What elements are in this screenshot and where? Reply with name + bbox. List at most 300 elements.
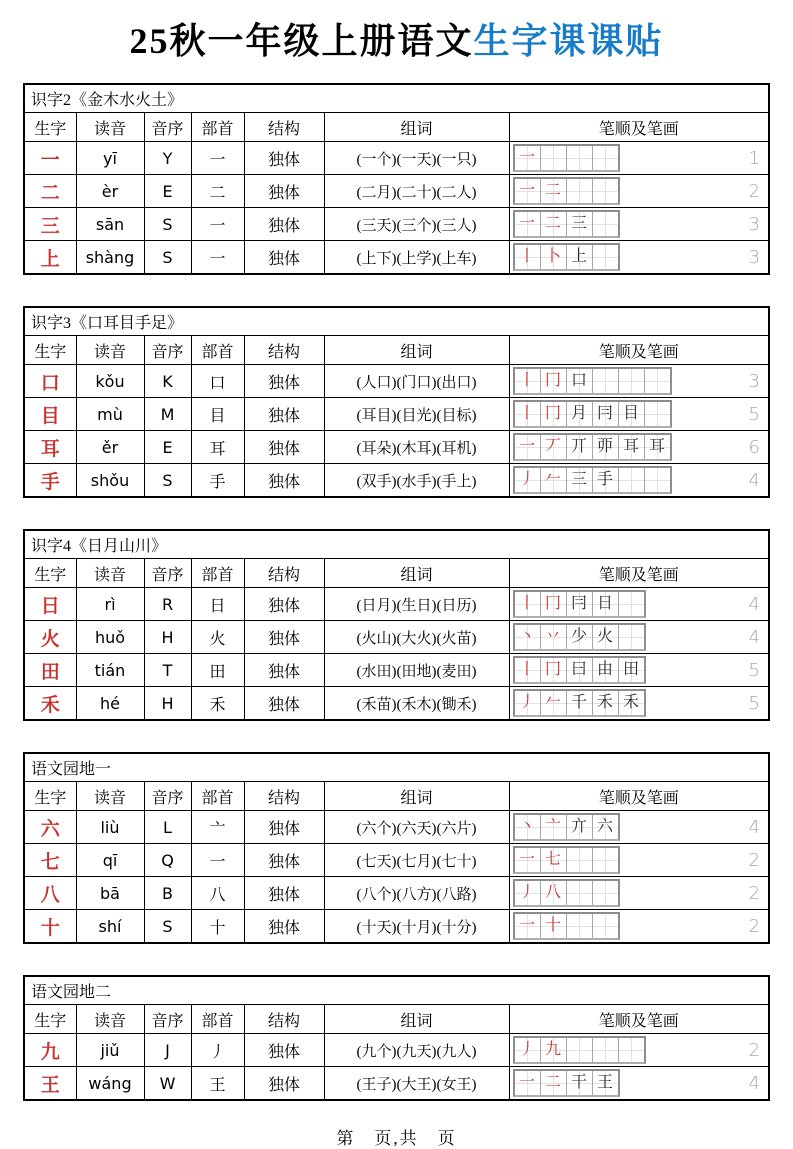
stroke-step-box: 卜 [541, 245, 567, 269]
stroke-count: 5 [748, 659, 760, 681]
stroke-cell [509, 464, 769, 498]
stroke-step-box: 二 [541, 212, 567, 236]
column-header: 部首 [191, 559, 244, 588]
stroke-step-box: 一 [515, 848, 541, 872]
pinyin-cell: rì [76, 588, 144, 621]
stroke-count: 4 [748, 593, 760, 615]
column-header: 音序 [144, 1005, 191, 1034]
empty-grid-box [593, 146, 618, 170]
section-title: 识字4《日月山川》 [24, 530, 769, 559]
initial-cell: S [144, 910, 191, 944]
radical-cell: 亠 [191, 811, 244, 844]
stroke-order [513, 144, 761, 172]
stroke-order [513, 1036, 761, 1064]
stroke-step-box: 冃 [593, 402, 619, 426]
empty-grid-box [567, 848, 593, 872]
table-row [24, 1034, 769, 1067]
words-cell: (三天)(三个)(三人) [324, 208, 509, 241]
stroke-step-box: 冂 [541, 369, 567, 393]
stroke-step-box: 丣 [593, 435, 619, 459]
char-cell: 上 [24, 241, 76, 275]
char-cell: 九 [24, 1034, 76, 1067]
column-header: 笔顺及笔画 [509, 782, 769, 811]
section-row [24, 84, 769, 113]
words-cell: (耳目)(目光)(目标) [324, 398, 509, 431]
column-header: 组词 [324, 113, 509, 142]
structure-cell: 独体 [244, 208, 324, 241]
structure-cell: 独体 [244, 241, 324, 275]
stroke-order [513, 400, 761, 428]
table-row [24, 844, 769, 877]
stroke-step-box: 丶 [515, 625, 541, 649]
stroke-step-box: 丷 [541, 625, 567, 649]
stroke-step-box: 一 [515, 914, 541, 938]
header-row [24, 113, 769, 142]
stroke-count: 1 [748, 147, 760, 169]
radical-cell: 田 [191, 654, 244, 687]
char-cell: 六 [24, 811, 76, 844]
vocab-table [23, 306, 770, 498]
stroke-cell [509, 365, 769, 398]
empty-grid-box [593, 212, 618, 236]
char-cell: 十 [24, 910, 76, 944]
stroke-order [513, 813, 761, 841]
stroke-count: 5 [748, 403, 760, 425]
stroke-step-box: 曰 [567, 658, 593, 682]
structure-cell: 独体 [244, 464, 324, 498]
header-row [24, 336, 769, 365]
structure-cell: 独体 [244, 1067, 324, 1101]
empty-grid-box [619, 625, 644, 649]
stroke-grid [513, 1036, 646, 1064]
stroke-step-box: 丶 [515, 815, 541, 839]
initial-cell: H [144, 621, 191, 654]
column-header: 生字 [24, 559, 76, 588]
structure-cell: 独体 [244, 654, 324, 687]
stroke-step-box: 𠂉 [541, 468, 567, 492]
stroke-step-box: 由 [593, 658, 619, 682]
stroke-order [513, 367, 761, 395]
stroke-grid [513, 813, 620, 841]
stroke-grid [513, 689, 646, 717]
stroke-count: 2 [748, 882, 760, 904]
radical-cell: 日 [191, 588, 244, 621]
stroke-cell [509, 910, 769, 944]
empty-grid-box [593, 245, 618, 269]
stroke-cell [509, 431, 769, 464]
stroke-step-box: 口 [567, 369, 593, 393]
char-cell: 口 [24, 365, 76, 398]
initial-cell: S [144, 241, 191, 275]
stroke-step-box: 月 [567, 402, 593, 426]
stroke-grid [513, 177, 620, 205]
table-row [24, 208, 769, 241]
column-header: 生字 [24, 782, 76, 811]
pinyin-cell: huǒ [76, 621, 144, 654]
stroke-step-box: 一 [515, 435, 541, 459]
stroke-grid [513, 656, 646, 684]
stroke-count: 2 [748, 1039, 760, 1061]
char-cell: 火 [24, 621, 76, 654]
stroke-step-box: 丆 [541, 435, 567, 459]
radical-cell: 丿 [191, 1034, 244, 1067]
words-cell: (人口)(门口)(出口) [324, 365, 509, 398]
stroke-grid [513, 912, 620, 940]
column-header: 部首 [191, 336, 244, 365]
empty-grid-box [567, 146, 593, 170]
structure-cell: 独体 [244, 142, 324, 175]
stroke-grid [513, 879, 620, 907]
column-header: 读音 [76, 113, 144, 142]
empty-grid-box [593, 179, 618, 203]
column-header: 结构 [244, 559, 324, 588]
structure-cell: 独体 [244, 811, 324, 844]
stroke-step-box: 丿 [515, 881, 541, 905]
stroke-cell [509, 687, 769, 721]
initial-cell: M [144, 398, 191, 431]
stroke-step-box: 一 [515, 1071, 541, 1095]
stroke-cell [509, 398, 769, 431]
char-cell: 耳 [24, 431, 76, 464]
initial-cell: T [144, 654, 191, 687]
column-header: 读音 [76, 559, 144, 588]
stroke-step-box: 火 [593, 625, 619, 649]
empty-grid-box [567, 1038, 593, 1062]
table-row [24, 588, 769, 621]
words-cell: (八个)(八方)(八路) [324, 877, 509, 910]
pinyin-cell: hé [76, 687, 144, 721]
empty-grid-box [567, 914, 593, 938]
initial-cell: S [144, 464, 191, 498]
table-row [24, 365, 769, 398]
structure-cell: 独体 [244, 588, 324, 621]
stroke-cell [509, 877, 769, 910]
column-header: 音序 [144, 336, 191, 365]
column-header: 部首 [191, 113, 244, 142]
column-header: 组词 [324, 1005, 509, 1034]
stroke-count: 2 [748, 849, 760, 871]
stroke-step-box: 手 [593, 468, 619, 492]
stroke-grid [513, 623, 646, 651]
pinyin-cell: kǒu [76, 365, 144, 398]
stroke-order [513, 656, 761, 684]
stroke-order [513, 846, 761, 874]
radical-cell: 八 [191, 877, 244, 910]
radical-cell: 火 [191, 621, 244, 654]
table-row [24, 811, 769, 844]
words-cell: (禾苗)(禾木)(锄禾) [324, 687, 509, 721]
radical-cell: 十 [191, 910, 244, 944]
structure-cell: 独体 [244, 687, 324, 721]
table-row [24, 175, 769, 208]
stroke-order [513, 912, 761, 940]
stroke-step-box: 一 [515, 212, 541, 236]
stroke-step-box: 耳 [619, 435, 645, 459]
stroke-step-box: 王 [593, 1071, 618, 1095]
structure-cell: 独体 [244, 175, 324, 208]
stroke-step-box: 丨 [515, 369, 541, 393]
stroke-count: 4 [748, 626, 760, 648]
words-cell: (九个)(九天)(九人) [324, 1034, 509, 1067]
table-row [24, 464, 769, 498]
column-header: 结构 [244, 1005, 324, 1034]
pinyin-cell: mù [76, 398, 144, 431]
stroke-step-box: 七 [541, 848, 567, 872]
stroke-grid [513, 400, 672, 428]
stroke-grid [513, 1069, 620, 1097]
pinyin-cell: shàng [76, 241, 144, 275]
empty-grid-box [619, 369, 645, 393]
initial-cell: W [144, 1067, 191, 1101]
char-cell: 一 [24, 142, 76, 175]
stroke-step-box: 丨 [515, 658, 541, 682]
header-row [24, 782, 769, 811]
empty-grid-box [593, 1038, 619, 1062]
empty-grid-box [619, 1038, 644, 1062]
words-cell: (一个)(一天)(一只) [324, 142, 509, 175]
stroke-step-box: 禾 [593, 691, 619, 715]
vocab-table [23, 83, 770, 275]
stroke-cell [509, 811, 769, 844]
section-row [24, 753, 769, 782]
initial-cell: Q [144, 844, 191, 877]
words-cell: (耳朵)(木耳)(耳机) [324, 431, 509, 464]
stroke-step-box: 丿 [515, 691, 541, 715]
stroke-step-box: 冃 [567, 592, 593, 616]
stroke-count: 6 [748, 436, 760, 458]
column-header: 音序 [144, 559, 191, 588]
char-cell: 禾 [24, 687, 76, 721]
page-title-blue: 生字课课贴 [473, 21, 664, 61]
column-header: 生字 [24, 1005, 76, 1034]
structure-cell: 独体 [244, 431, 324, 464]
radical-cell: 一 [191, 208, 244, 241]
stroke-step-box: 一 [515, 179, 541, 203]
column-header: 结构 [244, 782, 324, 811]
words-cell: (十天)(十月)(十分) [324, 910, 509, 944]
table-row [24, 621, 769, 654]
initial-cell: R [144, 588, 191, 621]
char-cell: 田 [24, 654, 76, 687]
table-row [24, 910, 769, 944]
words-cell: (上下)(上学)(上车) [324, 241, 509, 275]
page-title [0, 0, 793, 63]
vocab-table [23, 975, 770, 1101]
vocab-table [23, 752, 770, 944]
column-header: 读音 [76, 336, 144, 365]
char-cell: 二 [24, 175, 76, 208]
radical-cell: 耳 [191, 431, 244, 464]
char-cell: 王 [24, 1067, 76, 1101]
header-row [24, 1005, 769, 1034]
section-row [24, 307, 769, 336]
initial-cell: B [144, 877, 191, 910]
initial-cell: E [144, 175, 191, 208]
stroke-step-box: 亠 [541, 815, 567, 839]
stroke-order [513, 879, 761, 907]
empty-grid-box [593, 881, 618, 905]
words-cell: (二月)(二十)(二人) [324, 175, 509, 208]
stroke-step-box: 九 [541, 1038, 567, 1062]
section-title: 识字3《口耳目手足》 [24, 307, 769, 336]
section-row [24, 530, 769, 559]
stroke-cell [509, 844, 769, 877]
column-header: 读音 [76, 1005, 144, 1034]
stroke-order [513, 433, 761, 461]
stroke-step-box: 禾 [619, 691, 644, 715]
words-cell: (七天)(七月)(七十) [324, 844, 509, 877]
pinyin-cell: sān [76, 208, 144, 241]
stroke-step-box: 丿 [515, 468, 541, 492]
column-header: 读音 [76, 782, 144, 811]
radical-cell: 一 [191, 142, 244, 175]
initial-cell: H [144, 687, 191, 721]
pinyin-cell: shí [76, 910, 144, 944]
pinyin-cell: wáng [76, 1067, 144, 1101]
radical-cell: 口 [191, 365, 244, 398]
stroke-order [513, 689, 761, 717]
column-header: 笔顺及笔画 [509, 559, 769, 588]
stroke-count: 3 [748, 213, 760, 235]
radical-cell: 王 [191, 1067, 244, 1101]
empty-grid-box [593, 848, 618, 872]
char-cell: 七 [24, 844, 76, 877]
structure-cell: 独体 [244, 844, 324, 877]
stroke-step-box: 三 [567, 212, 593, 236]
structure-cell: 独体 [244, 1034, 324, 1067]
pinyin-cell: liù [76, 811, 144, 844]
pinyin-cell: yī [76, 142, 144, 175]
initial-cell: L [144, 811, 191, 844]
stroke-grid [513, 466, 672, 494]
stroke-count: 3 [748, 246, 760, 268]
stroke-step-box: 丨 [515, 245, 541, 269]
stroke-step-box: 亣 [567, 815, 593, 839]
stroke-cell [509, 142, 769, 175]
column-header: 部首 [191, 1005, 244, 1034]
initial-cell: K [144, 365, 191, 398]
table-row [24, 1067, 769, 1101]
table-row [24, 654, 769, 687]
stroke-step-box: 一 [515, 146, 541, 170]
column-header: 笔顺及笔画 [509, 336, 769, 365]
stroke-cell [509, 1067, 769, 1101]
structure-cell: 独体 [244, 365, 324, 398]
stroke-cell [509, 1034, 769, 1067]
radical-cell: 二 [191, 175, 244, 208]
char-cell: 目 [24, 398, 76, 431]
section-title: 语文园地二 [24, 976, 769, 1005]
pinyin-cell: tián [76, 654, 144, 687]
char-cell: 手 [24, 464, 76, 498]
page-footer: 第 页,共 页 [336, 1129, 457, 1149]
header-row [24, 559, 769, 588]
words-cell: (双手)(水手)(手上) [324, 464, 509, 498]
table-row [24, 241, 769, 275]
pinyin-cell: ěr [76, 431, 144, 464]
empty-grid-box [567, 881, 593, 905]
column-header: 结构 [244, 113, 324, 142]
initial-cell: E [144, 431, 191, 464]
radical-cell: 手 [191, 464, 244, 498]
stroke-step-box: 十 [541, 914, 567, 938]
stroke-step-box: 少 [567, 625, 593, 649]
table-row [24, 398, 769, 431]
empty-grid-box [567, 179, 593, 203]
char-cell: 日 [24, 588, 76, 621]
empty-grid-box [645, 402, 670, 426]
stroke-count: 4 [748, 1072, 760, 1094]
stroke-order [513, 243, 761, 271]
stroke-order [513, 466, 761, 494]
table-row [24, 877, 769, 910]
pinyin-cell: shǒu [76, 464, 144, 498]
stroke-count: 4 [748, 469, 760, 491]
table-row [24, 142, 769, 175]
pinyin-cell: qī [76, 844, 144, 877]
stroke-grid [513, 367, 672, 395]
stroke-step-box: 冂 [541, 658, 567, 682]
stroke-step-box: 𠂉 [541, 691, 567, 715]
empty-grid-box [593, 914, 618, 938]
structure-cell: 独体 [244, 621, 324, 654]
stroke-order [513, 177, 761, 205]
stroke-grid [513, 243, 620, 271]
column-header: 生字 [24, 336, 76, 365]
words-cell: (日月)(生日)(日历) [324, 588, 509, 621]
stroke-grid [513, 846, 620, 874]
radical-cell: 禾 [191, 687, 244, 721]
stroke-step-box: 冂 [541, 402, 567, 426]
section-title: 语文园地一 [24, 753, 769, 782]
section-row [24, 976, 769, 1005]
initial-cell: J [144, 1034, 191, 1067]
stroke-grid [513, 433, 672, 461]
initial-cell: Y [144, 142, 191, 175]
stroke-cell [509, 208, 769, 241]
stroke-step-box: 田 [619, 658, 644, 682]
stroke-step-box: 丌 [567, 435, 593, 459]
stroke-grid [513, 210, 620, 238]
column-header: 组词 [324, 782, 509, 811]
char-cell: 八 [24, 877, 76, 910]
empty-grid-box [619, 592, 644, 616]
words-cell: (水田)(田地)(麦田) [324, 654, 509, 687]
pinyin-cell: bā [76, 877, 144, 910]
stroke-cell [509, 241, 769, 275]
pinyin-cell: jiǔ [76, 1034, 144, 1067]
radical-cell: 目 [191, 398, 244, 431]
vocab-table [23, 529, 770, 721]
stroke-order [513, 1069, 761, 1097]
stroke-cell [509, 654, 769, 687]
stroke-grid [513, 590, 646, 618]
stroke-step-box: 三 [567, 468, 593, 492]
stroke-step-box: 丨 [515, 592, 541, 616]
stroke-step-box: 目 [619, 402, 645, 426]
empty-grid-box [645, 468, 670, 492]
stroke-step-box: 二 [541, 1071, 567, 1095]
stroke-step-box: 冂 [541, 592, 567, 616]
column-header: 结构 [244, 336, 324, 365]
stroke-cell [509, 175, 769, 208]
initial-cell: S [144, 208, 191, 241]
empty-grid-box [593, 369, 619, 393]
empty-grid-box [541, 146, 567, 170]
tables-area [0, 63, 793, 1101]
words-cell: (六个)(六天)(六片) [324, 811, 509, 844]
stroke-cell [509, 621, 769, 654]
